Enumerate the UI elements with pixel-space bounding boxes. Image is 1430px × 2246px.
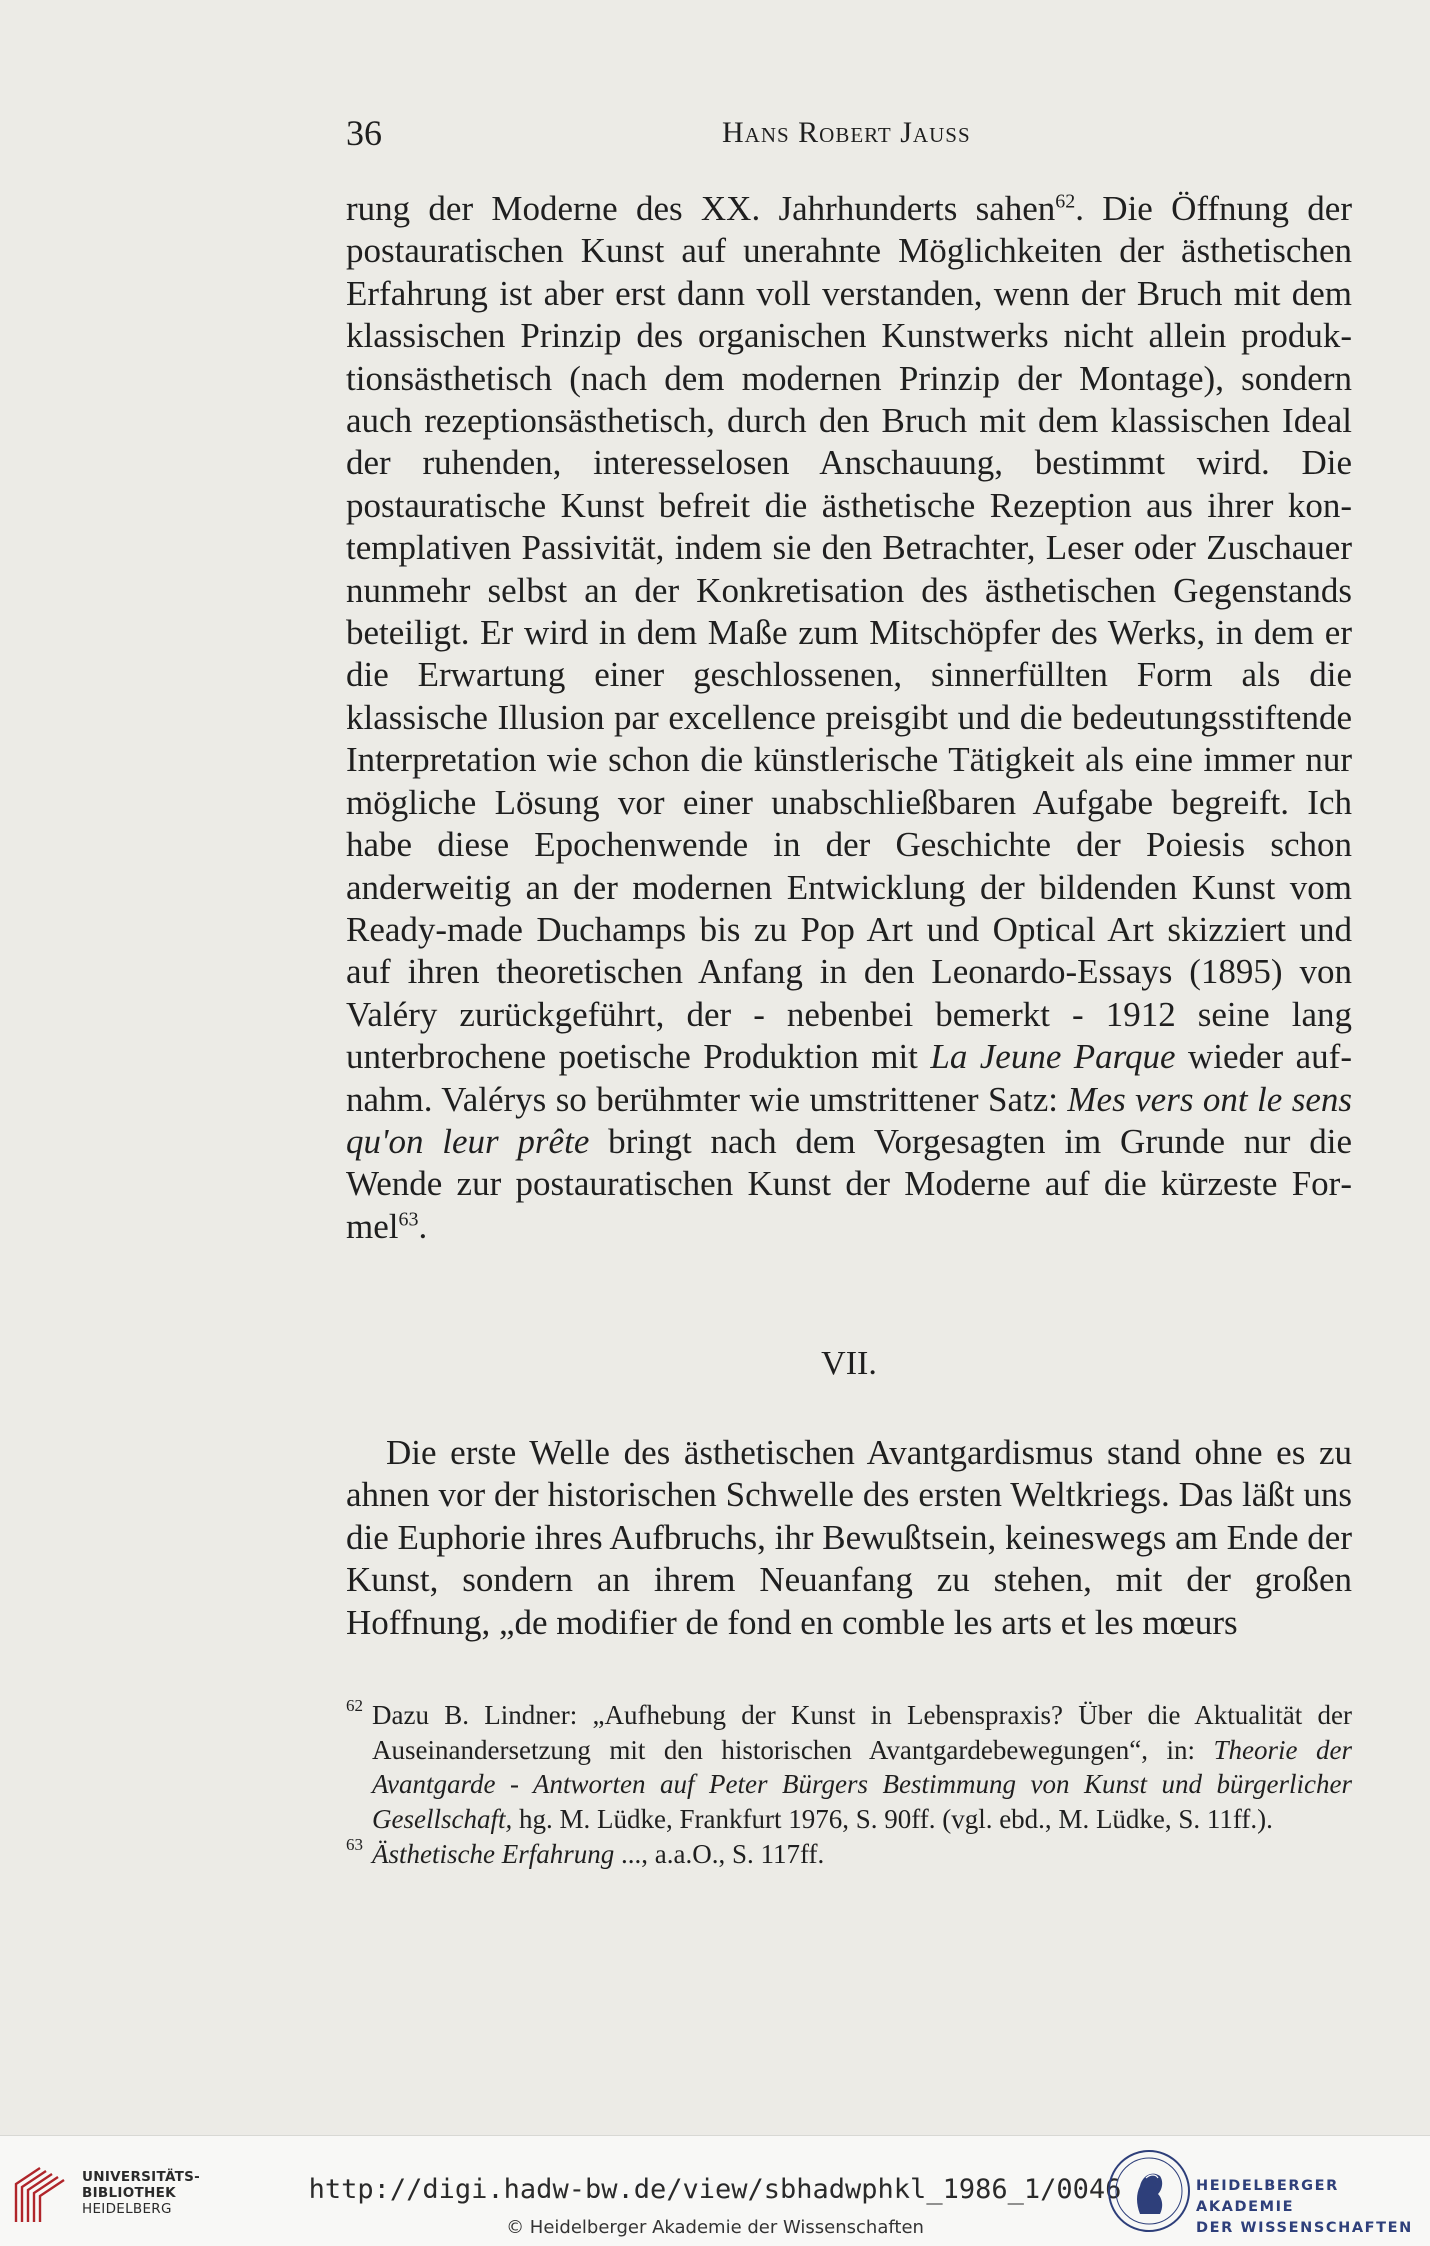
paragraph-1 [346, 188, 1352, 1248]
text-segment: . Die Öffnung der postauratischen Kunst auf unerahnte Möglichkeiten der ästhetischen Erfahrung ist aber erst dann voll verstanden, wenn der Bruch mit dem klassischen Prinzip des organischen Kunstwerks nicht allein produktionsästhetisch (nach dem modernen Prinzip der Montage), sondern auch rezeptionsästhetisch, durch den Bruch mit dem klassischen Ideal der ruhenden, interesselosen Anschauung, bestimmt wird. Die postauratische Kunst befreit die ästhetische Rezeption aus ihrer kontemplativen Passivität, indem sie den Betrachter, Leser oder Zuschauer nunmehr selbst an der Konkretisation des ästhetischen Gegenstands beteiligt. Er wird in dem Maße zum Mitschöpfer des Werks, in dem er die Erwartung einer geschlossenen, sinnerfüllten Form als die klassische Illusion par excellence preisgibt und die bedeutungsstiftende Interpretation wie schon die künstlerische Tätigkeit als eine immer nur mögliche Lösung vor einer unabschließbaren Aufgabe begreift. Ich habe diese Epochenwende in der Geschichte der Poiesis schon anderweitig an der modernen Entwicklung der bildenden Kunst vom Ready-made Duchamps bis zu Pop Art und Optical Art skizziert und auf ihren theoretischen Anfang in den Leonardo-Essays (1895) von Valéry zurückgeführt, der - nebenbei bemerkt - 1912 seine lang unterbrochene poetische Produktion mit [346, 189, 1353, 1077]
section-text [346, 1432, 1352, 1644]
copyright-notice: © Heidelberger Akademie der Wissenschaften [506, 2217, 924, 2238]
running-title: Hans Robert Jauss [722, 116, 971, 149]
academy-name: HEIDELBERGER AKADEMIE DER WISSENSCHAFTEN [1196, 2178, 1413, 2236]
footnotes [346, 1698, 1352, 1872]
footnote-title: Theorie der Avantgarde - Antworten auf Peter Bürgers Bestimmung von Kunst und bürgerlicher Gesellschaft, [372, 1734, 1353, 1835]
valery-quote: Mes vers ont le sens qu'on leur prête [346, 1079, 1352, 1161]
footnote-62 [346, 1698, 1352, 1837]
viewer-footer [0, 2135, 1430, 2246]
text-segment: bringt nach dem Vorgesagten im Grunde nur die Wende zur postauratischen Kunst der Moderne auf die kürzeste Formel [346, 1121, 1352, 1246]
footnote-number: 62 [346, 1696, 363, 1715]
footnote-text: ..., a.a.O., S. 117ff. [614, 1838, 825, 1869]
university-library-name: UNIVERSITÄTS- BIBLIOTHEK HEIDELBERG [82, 2169, 201, 2217]
main-text [346, 188, 1352, 1248]
running-head [346, 112, 1346, 162]
text-segment: wieder aufnahm. Valérys so berühmter wie umstrittener Satz: [346, 1037, 1352, 1119]
footnote-ref-62: 62 [1055, 190, 1076, 213]
text-segment: . [418, 1206, 428, 1246]
section-heading: VII. [821, 1345, 877, 1382]
footnote-ref-63: 63 [398, 1208, 419, 1231]
footnote-number: 63 [346, 1834, 363, 1854]
academy-seal-icon [1106, 2148, 1192, 2234]
footnote-text: hg. M. Lüdke, Frankfurt 1976, S. 90ff. (vgl. ebd., M. Lüdke, S. 11ff.). [512, 1804, 1273, 1835]
page-number: 36 [346, 113, 382, 153]
text-segment: rung der Moderne des XX. Jahrhunderts sahen [346, 189, 1056, 228]
paragraph-2: Die erste Welle des ästhetischen Avantgardismus stand ohne es zu ahnen vor der historischen Schwelle des ersten Weltkriegs. Das läßt uns die Euphorie ihres Aufbruchs, ihr Bewußtsein, keineswegs am Ende der Kunst, sondern an ihrem Neuanfang zu stehen, mit der großen Hoffnung, „de modifier de fond en comble les arts et les mœurs [346, 1433, 1352, 1642]
footnote-title: Ästhetische Erfahrung [372, 1838, 615, 1869]
footnote-text: Dazu B. Lindner: „Aufhebung der Kunst in Lebenspraxis? Über die Aktualität der Auseinandersetzung mit den historischen Avantgardebewegungen“, in: [372, 1700, 1352, 1765]
footnote-63 [346, 1834, 1352, 1872]
work-title-la-jeune-parque: La Jeune Parque [930, 1037, 1176, 1077]
permalink-url[interactable]: http://digi.hadw-bw.de/view/sbhadwphkl_1986_1/0046 [308, 2174, 1122, 2205]
